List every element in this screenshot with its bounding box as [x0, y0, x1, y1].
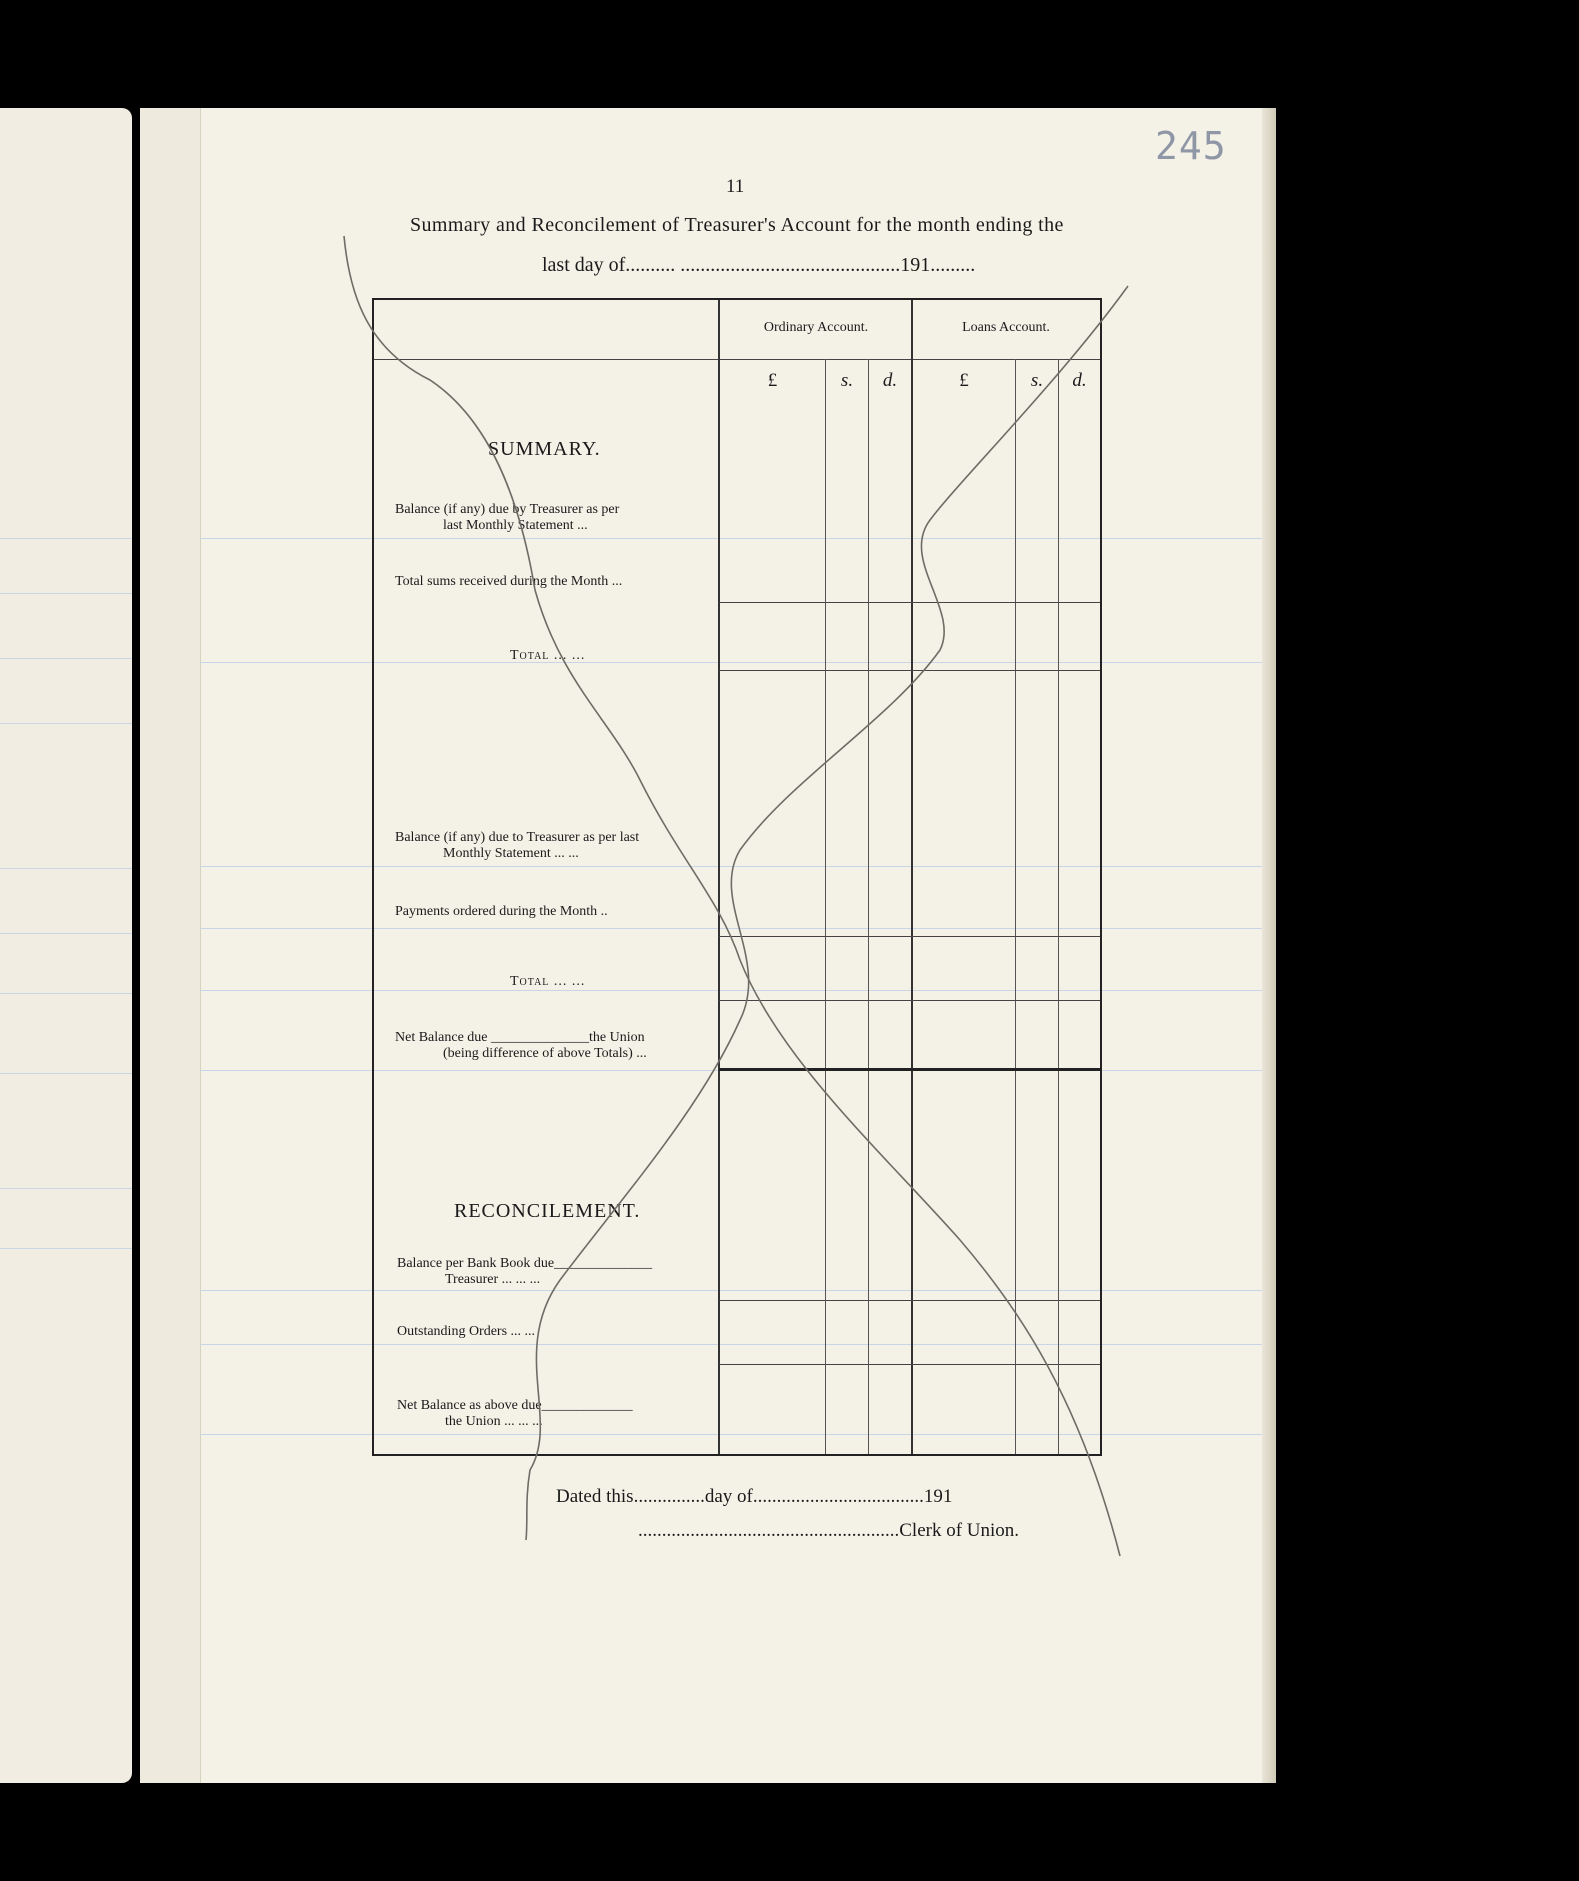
- label-line: Balance per Bank Book due______________: [397, 1256, 653, 1271]
- total-received-label: Total sums received during the Month ...: [395, 574, 623, 589]
- loans-pence-header: d.: [1072, 370, 1087, 391]
- label-line: (being difference of above Totals) ...: [443, 1046, 647, 1061]
- loans-shilling-header: s.: [1030, 370, 1044, 391]
- summary-heading: SUMMARY.: [488, 438, 601, 460]
- label-line: Balance (if any) due to Treasurer as per last: [395, 830, 640, 845]
- ordinary-pence-header: d.: [882, 370, 898, 391]
- label-line: last Monthly Statement ...: [443, 518, 588, 533]
- total-label: Total ... ...: [510, 974, 586, 989]
- label-line: Net Balance as above due_____________: [397, 1398, 633, 1413]
- form-title: Summary and Reconcilement of Treasurer's Account for the month ending the: [410, 214, 1064, 236]
- form-subtitle: last day of.......... ............................................191.........: [542, 254, 976, 276]
- label-line: Monthly Statement ... ...: [443, 846, 579, 861]
- page-number: 11: [726, 176, 745, 197]
- folio-number: 245: [1155, 124, 1227, 168]
- label-line: Net Balance due ______________the Union: [395, 1030, 645, 1045]
- label-line: Treasurer ... ... ...: [445, 1272, 541, 1287]
- total-label: Total ... ...: [510, 648, 586, 663]
- clerk-signature-line: .......................................................Clerk of Union.: [638, 1520, 1020, 1541]
- outstanding-orders-label: Outstanding Orders ... ...: [397, 1324, 536, 1339]
- label-line: the Union ... ... ...: [445, 1414, 543, 1429]
- loans-account-header: Loans Account.: [962, 320, 1050, 335]
- loans-pound-header: £: [959, 370, 969, 391]
- ordinary-pound-header: £: [767, 370, 778, 391]
- dated-line: Dated this...............day of....................................191: [556, 1486, 953, 1507]
- ordinary-account-header: Ordinary Account.: [763, 320, 869, 335]
- ordinary-shilling-header: s.: [840, 370, 854, 391]
- reconcilement-heading: RECONCILEMENT.: [454, 1200, 641, 1222]
- pencil-stroke: [526, 286, 1128, 1540]
- label-line: Balance (if any) due by Treasurer as per: [395, 502, 620, 517]
- payments-ordered-label: Payments ordered during the Month ..: [395, 904, 608, 919]
